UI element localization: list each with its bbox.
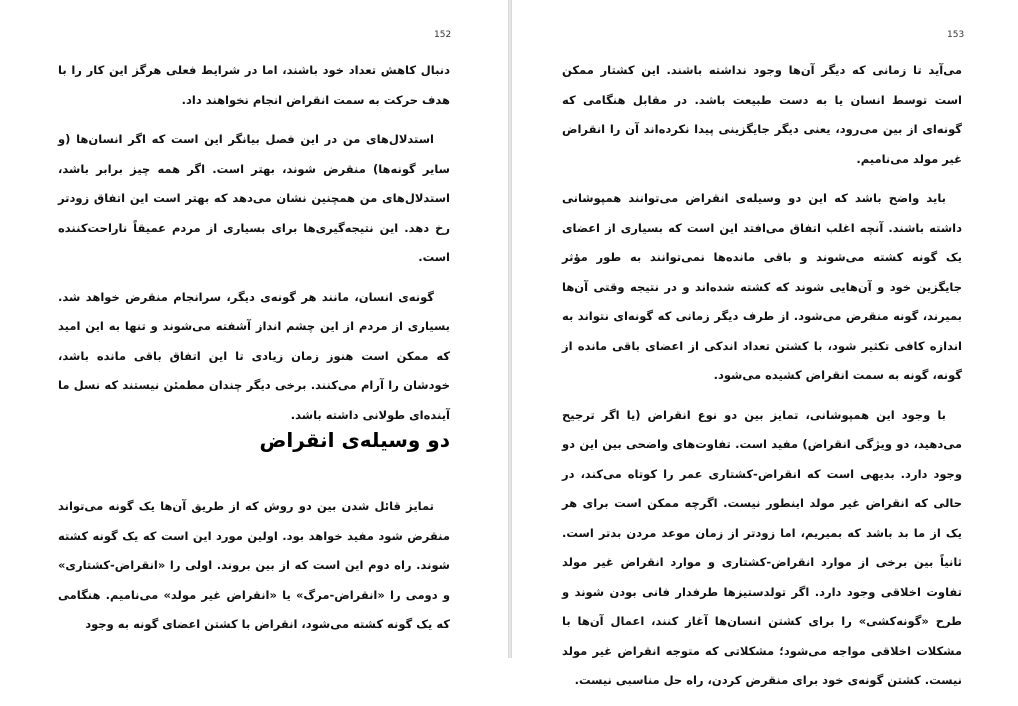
left-page-number: 152 [434,30,452,40]
right-page-number: 153 [947,30,965,40]
left-paragraph-1: دنبال کاهش تعداد خود باشند، اما در شرایط فعلی هرگز این کار را با هدف حرکت به سمت انقراض انجام نخواهند داد. [58,63,450,107]
right-paragraph-1: می‌آید تا زمانی که دیگر آن‌ها وجود نداشته باشند. این کشتار ممکن است توسط انسان یا به دست طبیعت باشد. در مقابل هنگامی که گونه‌ای از بین می‌رود، یعنی دیگر جایگزینی پیدا نکرده‌اند آن را انقراض غیر مولد می‌نامیم. [562,63,962,166]
section-heading: دو وسیله‌ی انقراض [259,428,450,452]
left-body-text [58,56,450,440]
left-section-paragraph: تمایز قائل شدن بین دو روش که از طریق آن‌ها یک گونه می‌تواند منقرض شود مفید خواهد بود. اولین مورد این است که یک گونه کشته شوند. راه دوم این است که از بین بروند. اولی را «انقراض-کشتاری» و دومی را «انقراض-مرگ» یا «انقراض غیر مولد» می‌نامیم. هنگامی که یک گونه کشته می‌شود، انقراض با کشتن اعضای گونه به وجود [58,499,450,631]
right-page [512,0,1018,687]
left-paragraph-3: گونه‌ی انسان، مانند هر گونه‌ی دیگر، سرانجام منقرض خواهد شد. بسیاری از مردم از این چشم انداز آشفته می‌شوند و تنها به این امید که ممکن است هنوز زمان زیادی تا این اتفاق باقی مانده باشد، خودشان را آرام می‌کنند. برخی دیگر چندان مطمئن نیستند که نسل ما آینده‌ای طولانی داشته باشد. [58,289,450,422]
left-page [0,0,508,658]
left-section-text [58,492,450,650]
right-body-text [562,56,962,706]
left-paragraph-2: استدلال‌های من در این فصل بیانگر این است که اگر انسان‌ها (و سایر گونه‌ها) منقرض شوند، بهتر است. اگر همه چیز برابر باشد، استدلال‌های من همچنین نشان می‌دهد که بهتر است این اتفاق زودتر رخ دهد. این نتیجه‌گیری‌ها برای بسیاری از مردم عمیقاً ناراحت‌کننده است. [58,132,450,264]
right-paragraph-2: باید واضح باشد که این دو وسیله‌ی انقراض می‌توانند همپوشانی داشته باشند. آنچه اغلب اتفاق می‌افتد این است که بسیاری از اعضای یک گونه کشته می‌شوند و باقی مانده‌ها نمی‌توانند به طور مؤثر جایگزین خود و آن‌هایی شوند که کشته شده‌اند و در نتیجه وقتی آن‌ها بمیرند، گونه منقرض می‌شود. از طرف دیگر زمانی که گونه‌ای نتواند به اندازه کافی تکثیر شود، با کشتن تعداد اندکی از اعضای باقی مانده از گونه، گونه به سمت انقراض کشیده می‌شود. [562,191,962,382]
right-paragraph-3: با وجود این همپوشانی، تمایز بین دو نوع انقراض (یا اگر ترجیح می‌دهید، دو ویژگی انقراض) مفید است. تفاوت‌های واضحی بین این دو وجود دارد. بدیهی است که انقراض-کشتاری عمر را کوتاه می‌کند، در حالی که انقراض غیر مولد اینطور نیست. اگرچه ممکن است برای هر یک از ما بد باشد که بمیریم، اما زودتر از زمان موعد مردن بدتر است. ثانیاً بین برخی از موارد انقراض-کشتاری و موارد انقراض غیر مولد تفاوت اخلاقی وجود دارد. اگر تولدستیزها طرفدار فانی بودن شوند و طرح «گونه‌کشی» را برای کشتن انسان‌ها آغاز کنند، اعمال آن‌ها با مشکلات اخلاقی مواجه می‌شود؛ مشکلاتی که متوجه انقراض غیر مولد نیست. کشتن گونه‌ی خود برای منقرض کردن، راه حل مناسبی نیست. [562,407,962,687]
